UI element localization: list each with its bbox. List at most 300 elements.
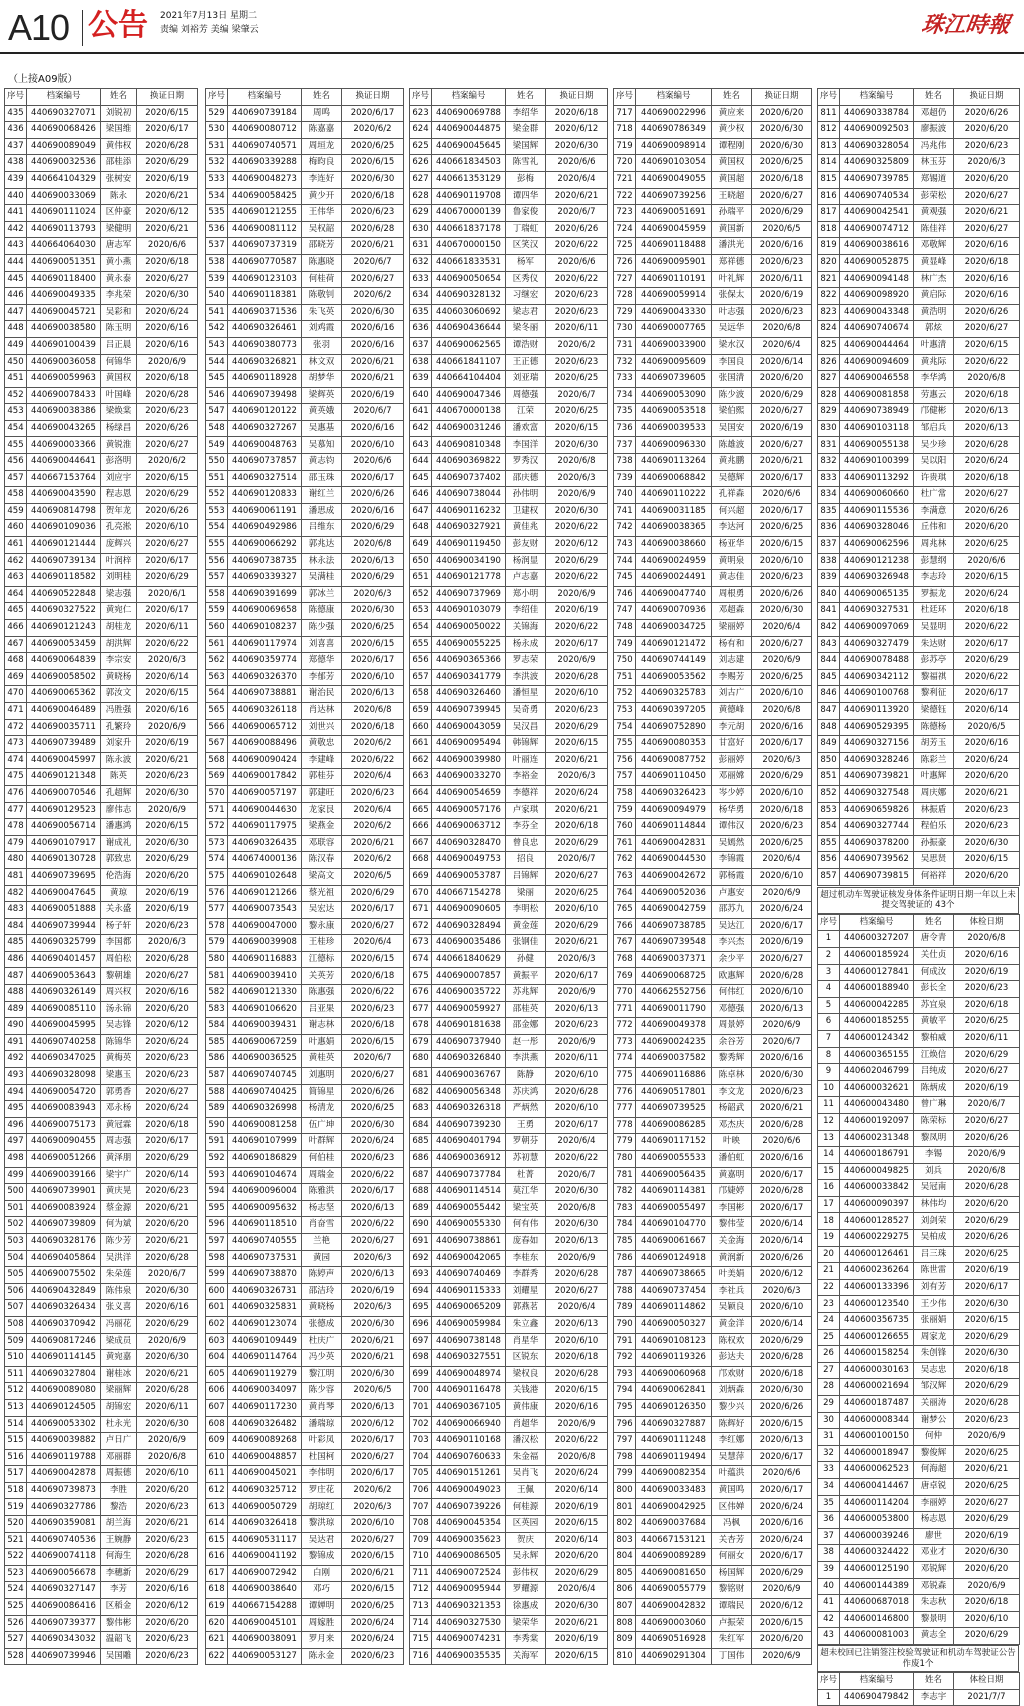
table-cell: 周景婷 xyxy=(712,1018,752,1035)
table-cell: 2020/6/23 xyxy=(342,1648,404,1665)
table-cell: 440690740258 xyxy=(27,1034,101,1051)
table-cell: 566 xyxy=(206,719,228,736)
table-row xyxy=(614,935,812,952)
table-row xyxy=(614,918,812,935)
table-cell: 2020/6/15 xyxy=(546,1516,608,1533)
table-cell: 2020/6/17 xyxy=(342,653,404,670)
table-row xyxy=(410,520,608,537)
table-cell: 444 xyxy=(5,254,27,271)
table-cell: 574 xyxy=(206,852,228,869)
table-cell: 李芳 xyxy=(101,1582,137,1599)
table-cell: 周家龙 xyxy=(914,1329,954,1346)
table-row xyxy=(410,1333,608,1350)
table-cell: 2020/6/28 xyxy=(137,951,198,968)
table-row xyxy=(206,1200,404,1217)
table-row xyxy=(206,1582,404,1599)
table-cell: 702 xyxy=(410,1416,432,1433)
table-cell: 2020/6/30 xyxy=(752,1383,812,1400)
table-cell: 2020/6/21 xyxy=(342,1350,404,1367)
table-row xyxy=(614,404,812,421)
table-cell: 李元胡 xyxy=(712,719,752,736)
table-cell: 440690039410 xyxy=(228,968,302,985)
table-cell: 481 xyxy=(5,868,27,885)
table-row xyxy=(5,868,198,885)
table-row xyxy=(206,487,404,504)
table-cell: 440690738861 xyxy=(432,1233,506,1250)
table-row xyxy=(5,1101,198,1118)
table-cell: 498 xyxy=(5,1151,27,1168)
table-cell: 2020/6/25 xyxy=(342,1599,404,1616)
table-cell: 2020/6/23 xyxy=(954,819,1020,836)
table-cell: 2020/6/9 xyxy=(137,1433,198,1450)
table-cell: 649 xyxy=(410,537,432,554)
table-cell: 2020/6/16 xyxy=(137,702,198,719)
table-cell: 苏庆鸿 xyxy=(506,1084,546,1101)
table-cell: 2020/6/8 xyxy=(137,1449,198,1466)
table-cell: 440690097069 xyxy=(840,620,914,637)
table-cell: 2020/6/29 xyxy=(546,719,608,736)
table-cell: 梁金群 xyxy=(506,122,546,139)
table-cell: 2020/6/27 xyxy=(342,1449,404,1466)
table-cell: 2020/6/28 xyxy=(137,1383,198,1400)
table-cell: 440600144389 xyxy=(840,1578,914,1595)
table-cell: 440690083924 xyxy=(27,1200,101,1217)
table-row xyxy=(5,570,198,587)
table-cell: 775 xyxy=(614,1068,636,1085)
table-cell: 郭桂芬 xyxy=(302,769,342,786)
table-cell: 孔繁玲 xyxy=(101,719,137,736)
table-cell: 440690760633 xyxy=(432,1449,506,1466)
table-cell: 803 xyxy=(614,1532,636,1549)
table-row xyxy=(410,985,608,1002)
table-cell: 何海超 xyxy=(914,1462,954,1479)
table-cell: 李红娜 xyxy=(712,1433,752,1450)
table-cell: 456 xyxy=(5,454,27,471)
table-cell: 2020/6/27 xyxy=(342,1068,404,1085)
table-cell: 2020/6/21 xyxy=(137,221,198,238)
table-cell: 胡桂龙 xyxy=(101,620,137,637)
table-cell: 830 xyxy=(818,420,840,437)
table-cell: 844 xyxy=(818,653,840,670)
table-cell: 440690045645 xyxy=(432,138,506,155)
table-row xyxy=(5,968,198,985)
table-cell: 704 xyxy=(410,1449,432,1466)
table-cell: 617 xyxy=(206,1565,228,1582)
table-row xyxy=(5,1482,198,1499)
table-cell: 769 xyxy=(614,968,636,985)
table-cell: 2020/6/17 xyxy=(546,636,608,653)
table-row xyxy=(818,1396,1020,1413)
table-cell: 608 xyxy=(206,1416,228,1433)
table-cell: 邵晓芳 xyxy=(302,238,342,255)
table-cell: 440690003366 xyxy=(27,437,101,454)
table-cell: 715 xyxy=(410,1632,432,1649)
table-cell: 600 xyxy=(206,1283,228,1300)
table-cell: 440690041192 xyxy=(228,1549,302,1566)
table-cell: 黎利征 xyxy=(914,686,954,703)
table-cell: 472 xyxy=(5,719,27,736)
table-row xyxy=(614,188,812,205)
table-cell: 476 xyxy=(5,785,27,802)
table-cell: 2020/6/10 xyxy=(342,1516,404,1533)
table-row xyxy=(614,138,812,155)
table-row xyxy=(206,404,404,421)
table-cell: 2020/6/23 xyxy=(752,304,812,321)
table-row xyxy=(614,1117,812,1134)
table-cell: 805 xyxy=(614,1565,636,1582)
table-cell: 509 xyxy=(5,1333,27,1350)
table-cell: 780 xyxy=(614,1151,636,1168)
table-cell: 440690104770 xyxy=(636,1217,712,1234)
table-row xyxy=(818,271,1020,288)
table-cell: 648 xyxy=(410,520,432,537)
table-cell: 许贵琪 xyxy=(914,470,954,487)
table-cell: 2020/6/17 xyxy=(137,553,198,570)
table-cell: 440690035623 xyxy=(432,1532,506,1549)
table-cell: 536 xyxy=(206,221,228,238)
table-cell: 杜廷环 xyxy=(914,603,954,620)
table-cell: 440690114381 xyxy=(636,1184,712,1201)
table-cell: 440690043330 xyxy=(636,304,712,321)
table-cell: 440690069658 xyxy=(228,603,302,620)
table-cell: 440690738881 xyxy=(228,686,302,703)
table-cell: 440690047346 xyxy=(432,387,506,404)
table-cell: 20 xyxy=(818,1246,840,1263)
table-row xyxy=(206,537,404,554)
table-cell: 440690044875 xyxy=(432,122,506,139)
column-header: 换证日期 xyxy=(546,89,608,106)
table-cell: 李国彬 xyxy=(712,1200,752,1217)
table-cell: 489 xyxy=(5,1001,27,1018)
table-row xyxy=(614,1084,812,1101)
table-row xyxy=(206,968,404,985)
table-cell: 2020/6/30 xyxy=(342,603,404,620)
table-cell: 440690121348 xyxy=(27,769,101,786)
table-row xyxy=(614,1184,812,1201)
table-cell: 周根勇 xyxy=(712,586,752,603)
table-row xyxy=(206,1018,404,1035)
table-cell: 2020/6/19 xyxy=(546,1632,608,1649)
table-row xyxy=(5,1151,198,1168)
table-cell: 2020/6/29 xyxy=(137,1151,198,1168)
table-cell: 440690045959 xyxy=(636,221,712,238)
table-cell: 440690066292 xyxy=(228,537,302,554)
table-cell: 2020/6/18 xyxy=(342,968,404,985)
table-row xyxy=(206,985,404,1002)
table-cell: 黄明泉 xyxy=(712,553,752,570)
continuation-note: （上接A09版） xyxy=(8,74,78,85)
table-row xyxy=(410,1217,608,1234)
table-cell: 2020/6/15 xyxy=(752,537,812,554)
table-cell: 670 xyxy=(410,885,432,902)
table-cell: 440690024959 xyxy=(636,553,712,570)
table-cell: 453 xyxy=(5,404,27,421)
table-cell: 448 xyxy=(5,321,27,338)
table-cell: 2020/6/27 xyxy=(137,437,198,454)
table-cell: 440690117230 xyxy=(228,1399,302,1416)
table-cell: 朱金福 xyxy=(506,1449,546,1466)
table-cell: 陈雄波 xyxy=(712,437,752,454)
table-cell: 797 xyxy=(614,1433,636,1450)
table-cell: 440690075502 xyxy=(27,1267,101,1284)
table-cell: 627 xyxy=(410,171,432,188)
table-cell: 440690062596 xyxy=(840,537,914,554)
table-cell: 550 xyxy=(206,454,228,471)
table-cell: 孙振豪 xyxy=(914,835,954,852)
table-cell: 2020/6/6 xyxy=(752,1134,812,1151)
table-cell: 江焕信 xyxy=(914,1047,954,1064)
table-cell: 853 xyxy=(818,802,840,819)
table-cell: 690 xyxy=(410,1217,432,1234)
table-cell: 440690059984 xyxy=(432,1316,506,1333)
table-cell: 2020/6/12 xyxy=(546,122,608,139)
table-cell: 440690036912 xyxy=(432,1151,506,1168)
table-cell: 739 xyxy=(614,470,636,487)
header-divider xyxy=(82,10,83,46)
table-cell: 李宗安 xyxy=(101,653,137,670)
table-cell: 682 xyxy=(410,1084,432,1101)
table-cell: 2020/6/16 xyxy=(342,321,404,338)
table-row xyxy=(206,1034,404,1051)
table-cell: 577 xyxy=(206,902,228,919)
table-cell: 440690328046 xyxy=(840,520,914,537)
table-cell: 2020/6/20 xyxy=(752,1632,812,1649)
table-row xyxy=(206,1383,404,1400)
table-cell: 2020/6/16 xyxy=(752,1051,812,1068)
table-cell: 郭杨霞 xyxy=(712,868,752,885)
table-cell: 440690053787 xyxy=(432,868,506,885)
table-cell: 516 xyxy=(5,1449,27,1466)
table-cell: 周嫁胜 xyxy=(302,1615,342,1632)
table-cell: 717 xyxy=(614,105,636,122)
table-cell: 613 xyxy=(206,1499,228,1516)
table-cell: 440690739230 xyxy=(432,1117,506,1134)
table-cell: 关海军 xyxy=(506,1648,546,1665)
table-cell: 440690739873 xyxy=(27,1482,101,1499)
table-cell: 关杏芳 xyxy=(712,1532,752,1549)
table-cell: 583 xyxy=(206,1001,228,1018)
table-cell: 2020/6/16 xyxy=(342,337,404,354)
table-cell: 440690056348 xyxy=(432,1084,506,1101)
table-cell: 440690011790 xyxy=(636,1001,712,1018)
table-cell: 2020/6/9 xyxy=(137,354,198,371)
table-cell: 谢成礼 xyxy=(101,835,137,852)
table-cell: 2020/6/18 xyxy=(546,105,608,122)
table-cell: 冯兆伟 xyxy=(914,138,954,155)
table-cell: 585 xyxy=(206,1034,228,1051)
table-cell: 吴颖良 xyxy=(712,1300,752,1317)
table-cell: 440690035722 xyxy=(432,985,506,1002)
table-cell: 梁高文 xyxy=(302,868,342,885)
table-cell: 650 xyxy=(410,553,432,570)
table-cell: 440690051266 xyxy=(27,1151,101,1168)
table-cell: 440690118928 xyxy=(228,371,302,388)
table-cell: 区稻金 xyxy=(101,1599,137,1616)
table-cell: 2020/6/24 xyxy=(954,454,1020,471)
table-cell: 521 xyxy=(5,1532,27,1549)
table-cell: 440690325831 xyxy=(228,1300,302,1317)
table-cell: 陈彩兰 xyxy=(914,752,954,769)
table-cell: 689 xyxy=(410,1200,432,1217)
table-row xyxy=(5,1499,198,1516)
table-cell: 669 xyxy=(410,868,432,885)
table-cell: 440600126655 xyxy=(840,1329,914,1346)
table-header-row xyxy=(5,89,198,106)
table-cell: 2020/6/13 xyxy=(752,1001,812,1018)
table-cell: 790 xyxy=(614,1316,636,1333)
table-cell: 440690046489 xyxy=(27,702,101,719)
table-cell: 2020/6/23 xyxy=(954,802,1020,819)
table-row xyxy=(818,321,1020,338)
table-header-row xyxy=(614,89,812,106)
table-cell: 2020/6/20 xyxy=(137,868,198,885)
table-row xyxy=(5,669,198,686)
table-cell: 陈伟泉 xyxy=(101,1283,137,1300)
table-cell: 440690058502 xyxy=(27,669,101,686)
table-cell: 796 xyxy=(614,1416,636,1433)
table-cell: 2020/6/16 xyxy=(752,719,812,736)
table-row xyxy=(206,304,404,321)
table-cell: 黄国权 xyxy=(712,155,752,172)
table-row xyxy=(206,885,404,902)
table-cell: 2020/6/16 xyxy=(137,1582,198,1599)
table-cell: 朱红军 xyxy=(712,1632,752,1649)
table-cell: 440690114514 xyxy=(432,1184,506,1201)
table-cell: 512 xyxy=(5,1383,27,1400)
table-cell: 梁国辉 xyxy=(506,138,546,155)
table-cell: 440690339327 xyxy=(228,570,302,587)
table-row xyxy=(818,1329,1020,1346)
table-cell: 753 xyxy=(614,702,636,719)
table-cell: 440690059914 xyxy=(636,288,712,305)
table-cell: 828 xyxy=(818,387,840,404)
table-row xyxy=(206,1433,404,1450)
table-cell: 440690089289 xyxy=(636,1549,712,1566)
table-row xyxy=(410,1001,608,1018)
table-cell: 2020/6/24 xyxy=(546,1466,608,1483)
table-cell: 559 xyxy=(206,603,228,620)
table-cell: 2020/6/23 xyxy=(752,254,812,271)
table-cell: 2020/6/9 xyxy=(752,653,812,670)
table-cell: 440690110168 xyxy=(432,1433,506,1450)
table-cell: 2020/6/30 xyxy=(546,138,608,155)
table-cell: 529 xyxy=(206,105,228,122)
table-cell: 837 xyxy=(818,537,840,554)
table-cell: 2020/6/17 xyxy=(752,1167,812,1184)
table-cell: 555 xyxy=(206,537,228,554)
table-header-row xyxy=(818,914,1020,931)
table-cell: 王勇 xyxy=(506,1117,546,1134)
table-cell: 邵金娜 xyxy=(506,1018,546,1035)
table-cell: 712 xyxy=(410,1582,432,1599)
table-row xyxy=(614,520,812,537)
table-cell: 794 xyxy=(614,1383,636,1400)
table-row xyxy=(206,1084,404,1101)
table-cell: 2020/6/10 xyxy=(752,985,812,1002)
table-row xyxy=(410,868,608,885)
table-cell: 564 xyxy=(206,686,228,703)
table-row xyxy=(5,1034,198,1051)
table-row xyxy=(818,1064,1020,1081)
table-cell: 665 xyxy=(410,802,432,819)
table-cell: 752 xyxy=(614,686,636,703)
table-cell: 440690032536 xyxy=(27,155,101,172)
table-cell: 778 xyxy=(614,1117,636,1134)
table-row xyxy=(410,1300,608,1317)
table-cell: 杨绿昌 xyxy=(101,420,137,437)
table-row xyxy=(818,669,1020,686)
column-header: 序号 xyxy=(818,1673,840,1690)
table-row xyxy=(206,1466,404,1483)
table-cell: 2020/6/10 xyxy=(546,1068,608,1085)
table-row xyxy=(206,736,404,753)
table-row xyxy=(5,371,198,388)
table-row xyxy=(410,852,608,869)
table-cell: 2020/6/21 xyxy=(752,454,812,471)
table-cell: 440690326318 xyxy=(432,1101,506,1118)
table-cell: 621 xyxy=(206,1632,228,1649)
table-cell: 440690070546 xyxy=(27,785,101,802)
column-header: 档案编号 xyxy=(840,89,914,106)
table-row xyxy=(818,1689,1020,1706)
table-cell: 2020/6/21 xyxy=(546,1615,608,1632)
table-cell: 759 xyxy=(614,802,636,819)
table-cell: 2020/6/2 xyxy=(342,122,404,139)
table-cell: 697 xyxy=(410,1333,432,1350)
table-row xyxy=(5,1416,198,1433)
table-cell: 黎伟莹 xyxy=(712,1217,752,1234)
table-cell: 563 xyxy=(206,669,228,686)
table-cell: 2020/6/25 xyxy=(342,1101,404,1118)
table-cell: 2020/6/15 xyxy=(752,1615,812,1632)
table-cell: 687 xyxy=(410,1167,432,1184)
table-cell: 440690039533 xyxy=(636,420,712,437)
table-cell: 440690055330 xyxy=(432,1217,506,1234)
table-cell: 746 xyxy=(614,586,636,603)
table-cell: 630 xyxy=(410,221,432,238)
table-cell: 440690739785 xyxy=(840,171,914,188)
table-cell: 黄德峰 xyxy=(712,702,752,719)
table-cell: 黄庆晃 xyxy=(101,1184,137,1201)
table-cell: 吴冠南 xyxy=(914,1180,954,1197)
table-row xyxy=(614,1134,812,1151)
table-row xyxy=(614,1018,812,1035)
table-cell: 28 xyxy=(818,1379,840,1396)
table-cell: 黄晓杨 xyxy=(101,669,137,686)
table-row xyxy=(818,1412,1020,1429)
table-cell: 440661833531 xyxy=(432,254,506,271)
table-row xyxy=(206,1051,404,1068)
table-cell: 440690737531 xyxy=(228,1250,302,1267)
table-cell: 440690055497 xyxy=(636,1200,712,1217)
table-row xyxy=(206,1300,404,1317)
table-cell: 郑锡道 xyxy=(914,171,954,188)
table-cell: 李郁芳 xyxy=(302,669,342,686)
table-cell: 邓业才 xyxy=(914,1545,954,1562)
table-cell: 440690052875 xyxy=(840,254,914,271)
table-row xyxy=(818,785,1020,802)
table-cell: 王婉静 xyxy=(101,1532,137,1549)
table-cell: 2020/6/15 xyxy=(342,1034,404,1051)
table-cell: 陈永金 xyxy=(302,1648,342,1665)
table-cell: 440690038616 xyxy=(840,238,914,255)
table-row xyxy=(206,1167,404,1184)
table-row xyxy=(206,1101,404,1118)
table-row xyxy=(5,420,198,437)
table-row xyxy=(818,188,1020,205)
table-cell: 2020/6/7 xyxy=(546,1167,608,1184)
table-row xyxy=(206,951,404,968)
